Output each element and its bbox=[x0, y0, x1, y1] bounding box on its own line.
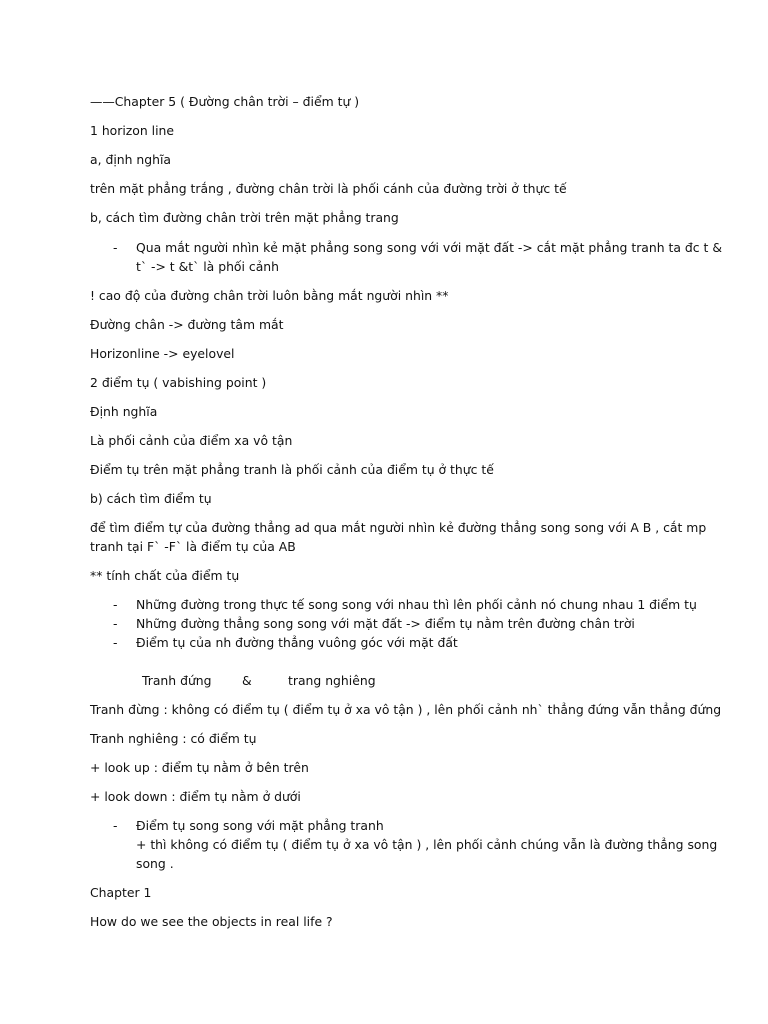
subheading-trang-nghieng: trang nghiêng bbox=[288, 673, 376, 688]
bullet-dash: - bbox=[113, 818, 118, 833]
paragraph-eyelevel: Horizonline -> eyelovel bbox=[90, 346, 235, 361]
paragraph-method-b: b, cách tìm đường chân trời trên mặt phẳng trang bbox=[90, 210, 399, 225]
bullet-4: Điểm tụ của nh đường thẳng vuông góc với mặt đất bbox=[136, 635, 458, 650]
bullet-dash: - bbox=[113, 597, 118, 612]
bullet-1-line-2: t` -> t &t` là phối cảnh bbox=[136, 259, 280, 274]
chapter-5-heading: ——Chapter 5 ( Đường chân trời – điểm tự ) bbox=[90, 94, 360, 109]
bullet-3: Những đường thẳng song song với mặt đất -> điểm tụ nằm trên đường chân trời bbox=[136, 616, 635, 631]
paragraph-note-height: ! cao độ của đường chân trời luôn bằng mắt người nhìn ** bbox=[90, 288, 449, 303]
paragraph-vanishing-point: 2 điểm tụ ( vabishing point ) bbox=[90, 375, 267, 390]
paragraph-tranh-dung: Tranh đừng : không có điểm tụ ( điểm tụ ở xa vô tận ) , lên phối cảnh nh` thẳng đứng vẫn thẳng đứng bbox=[90, 702, 722, 717]
chapter-1-heading: Chapter 1 bbox=[90, 885, 152, 900]
paragraph-properties: ** tính chất của điểm tụ bbox=[90, 568, 240, 583]
paragraph-question: How do we see the objects in real life ? bbox=[90, 914, 333, 929]
paragraph-definition-infinity: Là phối cảnh của điểm xa vô tận bbox=[90, 433, 293, 448]
paragraph-definition-heading: Định nghĩa bbox=[90, 404, 158, 419]
paragraph-find-point-line-2: tranh tại F` -F` là điểm tụ của AB bbox=[90, 539, 296, 554]
bullet-dash: - bbox=[113, 635, 118, 650]
paragraph-look-up: + look up : điểm tụ nằm ở bên trên bbox=[90, 760, 309, 775]
bullet-dash: - bbox=[113, 616, 118, 631]
bullet-5-line-2: + thì không có điểm tụ ( điểm tụ ở xa vô tận ) , lên phối cảnh chúng vẫn là đường thẳng song bbox=[136, 837, 718, 852]
subheading-tranh-dung: Tranh đứng bbox=[142, 673, 212, 688]
paragraph-definition-a: a, định nghĩa bbox=[90, 152, 172, 167]
paragraph-method-find-point: b) cách tìm điểm tụ bbox=[90, 491, 212, 506]
paragraph-eye-line: Đường chân -> đường tâm mắt bbox=[90, 317, 284, 332]
paragraph-find-point-line-1: để tìm điểm tự của đường thẳng ad qua mắt người nhìn kẻ đường thẳng song song với A B , cắt mp bbox=[90, 520, 707, 535]
subheading-ampersand: & bbox=[242, 673, 252, 688]
bullet-5-line-3: song . bbox=[136, 856, 174, 871]
bullet-dash: - bbox=[113, 240, 118, 255]
paragraph-tranh-nghieng: Tranh nghiêng : có điểm tụ bbox=[90, 731, 257, 746]
paragraph-horizon-line: 1 horizon line bbox=[90, 123, 175, 138]
paragraph-definition-text: trên mặt phẳng trắng , đường chân trời là phối cánh của đường trời ở thực tế bbox=[90, 181, 567, 196]
paragraph-look-down: + look down : điểm tụ nằm ở dưới bbox=[90, 789, 301, 804]
bullet-5-line-1: Điểm tụ song song với mặt phẳng tranh bbox=[136, 818, 384, 833]
bullet-2: Những đường trong thực tế song song với nhau thì lên phối cảnh nó chung nhau 1 điểm tụ bbox=[136, 597, 697, 612]
bullet-1-line-1: Qua mắt người nhìn kẻ mặt phẳng song song với với mặt đất -> cắt mặt phẳng tranh ta đc t & bbox=[136, 240, 723, 255]
paragraph-vanishing-on-plane: Điểm tụ trên mặt phẳng tranh là phối cảnh của điểm tụ ở thực tế bbox=[90, 462, 494, 477]
